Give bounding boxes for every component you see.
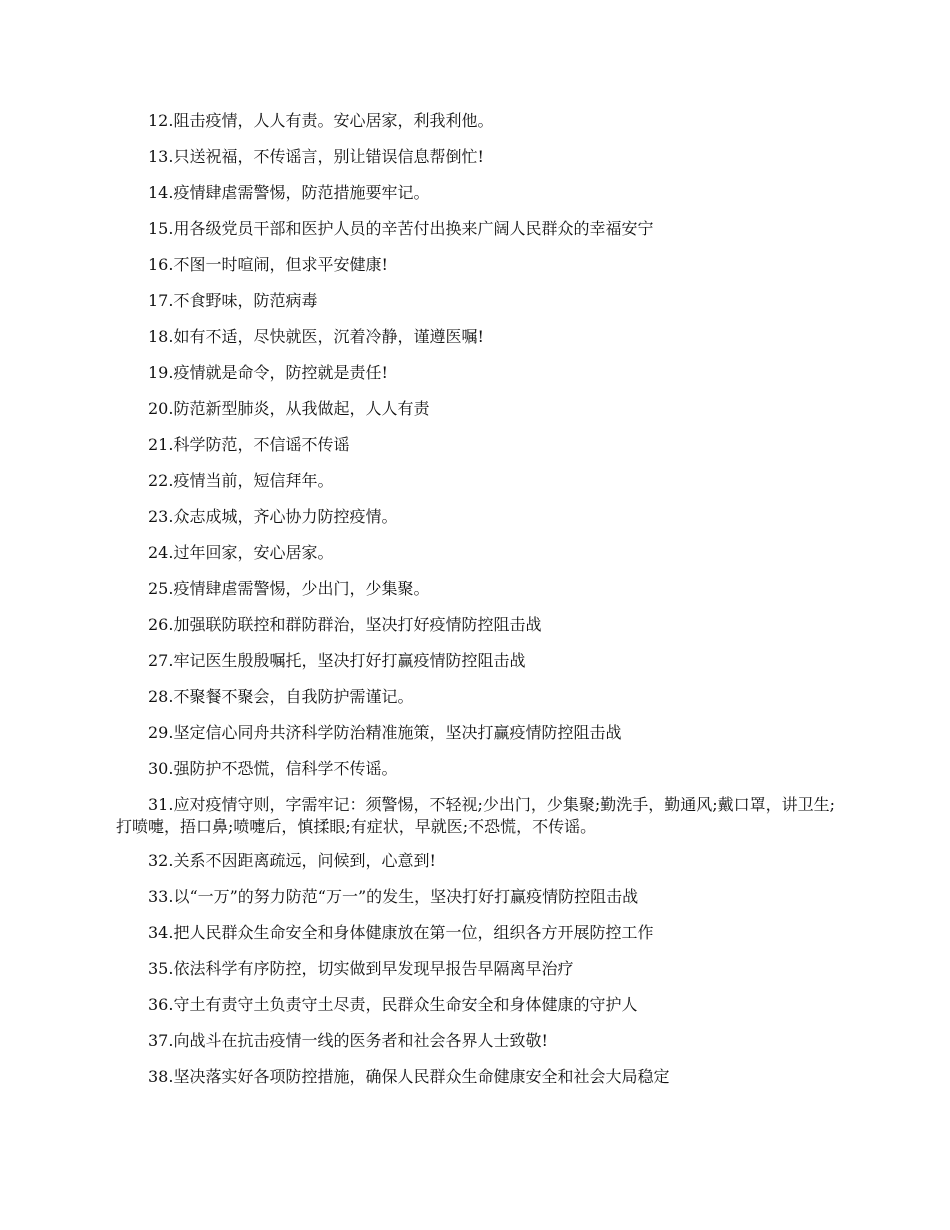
list-item: 21.科学防范，不信谣不传谣 — [148, 435, 350, 454]
list-item: 32.关系不因距离疏远，问候到，心意到! — [148, 851, 436, 870]
list-item: 36.守土有责守土负责守土尽责，民群众生命安全和身体健康的守护人 — [148, 995, 638, 1014]
list-item: 13.只送祝福，不传谣言，别让错误信息帮倒忙! — [148, 147, 484, 166]
list-item: 19.疫情就是命令，防控就是责任! — [148, 363, 388, 382]
list-item: 18.如有不适，尽快就医，沉着冷静，谨遵医嘱! — [148, 327, 484, 346]
list-item: 35.依法科学有序防控，切实做到早发现早报告早隔离早治疗 — [148, 959, 574, 978]
list-item: 14.疫情肆虐需警惕，防范措施要牢记。 — [148, 183, 430, 202]
list-item: 16.不图一时喧闹，但求平安健康! — [148, 255, 388, 274]
list-item: 24.过年回家，安心居家。 — [148, 543, 334, 562]
list-item: 38.坚决落实好各项防控措施，确保人民群众生命健康安全和社会大局稳定 — [148, 1067, 670, 1086]
list-item: 15.用各级党员干部和医护人员的辛苦付出换来广阔人民群众的幸福安宁 — [148, 219, 654, 238]
list-item: 33.以“一万”的努力防范“万一”的发生，坚决打好打赢疫情防控阻击战 — [148, 887, 639, 906]
list-item: 28.不聚餐不聚会，自我防护需谨记。 — [148, 687, 414, 706]
list-item: 17.不食野味，防范病毒 — [148, 291, 318, 310]
list-item: 20.防范新型肺炎，从我做起，人人有责 — [148, 399, 430, 418]
list-item: 37.向战斗在抗击疫情一线的医务者和社会各界人士致敬! — [148, 1031, 548, 1050]
list-item: 30.强防护不恐慌，信科学不传谣。 — [148, 759, 398, 778]
list-item: 26.加强联防联控和群防群治，坚决打好疫情防控阻击战 — [148, 615, 542, 634]
slogan-list — [116, 110, 836, 1102]
list-item: 12.阻击疫情，人人有责。安心居家，利我利他。 — [148, 111, 494, 130]
list-item: 27.牢记医生殷殷嘱托，坚决打好打赢疫情防控阻击战 — [148, 651, 526, 670]
list-item: 31.应对疫情守则，字需牢记：须警惕，不轻视;少出门，少集聚;勤洗手，勤通风;戴口罩，讲卫生;打喷嚏，捂口鼻;喷嚏后，慎揉眼;有症状，早就医;不恐慌，不传谣。 — [116, 795, 836, 836]
list-item: 22.疫情当前，短信拜年。 — [148, 471, 334, 490]
list-item: 29.坚定信心同舟共济科学防治精准施策，坚决打赢疫情防控阻击战 — [148, 723, 622, 742]
list-item: 25.疫情肆虐需警惕，少出门，少集聚。 — [148, 579, 430, 598]
list-item: 23.众志成城，齐心协力防控疫情。 — [148, 507, 398, 526]
list-item: 34.把人民群众生命安全和身体健康放在第一位，组织各方开展防控工作 — [148, 923, 654, 942]
